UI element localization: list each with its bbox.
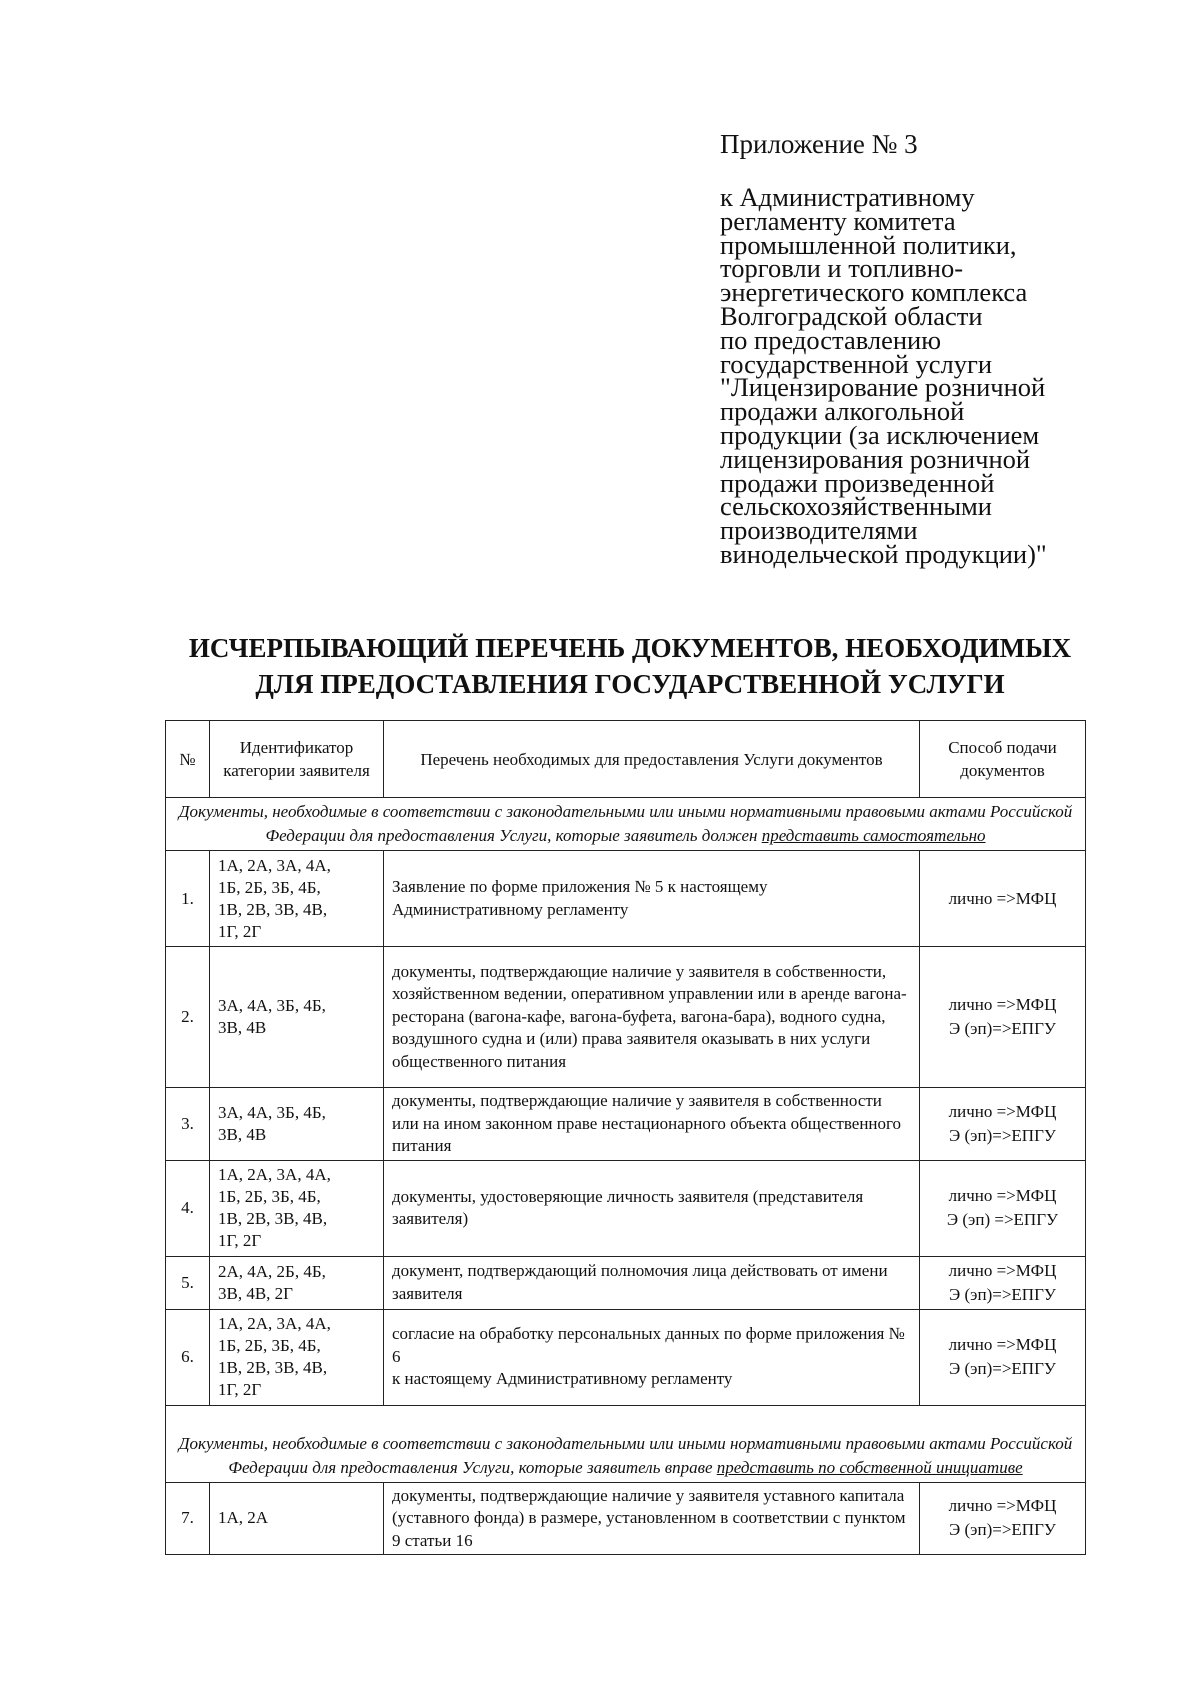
row-number: 5. <box>166 1256 210 1309</box>
header-documents-list: Перечень необходимых для предоставления Услуги документов <box>384 721 920 798</box>
annex-block <box>720 128 1180 567</box>
title-line-1: ИСЧЕРПЫВАЮЩИЙ ПЕРЕЧЕНЬ ДОКУМЕНТОВ, НЕОБХОДИМЫХ <box>188 633 1072 663</box>
section-underlined-text: представить по собственной инициативе <box>716 1457 1023 1477</box>
row-submission-method: лично =>МФЦ Э (эп)=>ЕПГУ <box>920 1309 1086 1405</box>
table-row <box>166 1309 1086 1405</box>
row-document: Заявление по форме приложения № 5 к настоящему Административному регламенту <box>384 851 920 947</box>
header-submission-method: Способ подачи документов <box>920 721 1086 798</box>
document-title <box>150 630 1110 702</box>
row-applicant-ids: 1А, 2А, 3А, 4А, 1Б, 2Б, 3Б, 4Б, 1В, 2В, 3В, 4В, 1Г, 2Г <box>210 1309 384 1405</box>
row-submission-method: лично =>МФЦ Э (эп)=>ЕПГУ <box>920 1256 1086 1309</box>
row-submission-method: лично =>МФЦ Э (эп) =>ЕПГУ <box>920 1160 1086 1256</box>
table-row <box>166 851 1086 947</box>
row-document: документы, подтверждающие наличие у заявителя уставного капитала (уставного фонда) в размере, установленном в соответствии с пунктом 9 статьи 16 <box>384 1482 920 1555</box>
row-applicant-ids: 3А, 4А, 3Б, 4Б, 3В, 4В <box>210 1088 384 1161</box>
row-number: 1. <box>166 851 210 947</box>
documents-table <box>165 720 1086 1555</box>
row-document: документ, подтверждающий полномочия лица действовать от имени заявителя <box>384 1256 920 1309</box>
row-number: 4. <box>166 1160 210 1256</box>
row-applicant-ids: 1А, 2А, 3А, 4А, 1Б, 2Б, 3Б, 4Б, 1В, 2В, 3В, 4В, 1Г, 2Г <box>210 851 384 947</box>
row-number: 2. <box>166 947 210 1088</box>
annex-text: к Административному регламенту комитета промышленной политики, торговли и топливно- энергетического комплекса Волгоградской области по предоставлению государственной услуги "Лицензирование розничной продажи алкогольной продукции (за исключением лицензирования розничной продажи произведенной сельскохозяйственными производителями винодельческой продукции)" <box>720 182 1047 569</box>
table-row <box>166 1256 1086 1309</box>
row-applicant-ids: 3А, 4А, 3Б, 4Б, 3В, 4В <box>210 947 384 1088</box>
title-line-2: ДЛЯ ПРЕДОСТАВЛЕНИЯ ГОСУДАРСТВЕННОЙ УСЛУГИ <box>255 669 1005 699</box>
section-heading <box>166 798 1086 851</box>
row-applicant-ids: 1А, 2А, 3А, 4А, 1Б, 2Б, 3Б, 4Б, 1В, 2В, 3В, 4В, 1Г, 2Г <box>210 1160 384 1256</box>
row-applicant-ids: 1А, 2А <box>210 1482 384 1555</box>
row-submission-method: лично =>МФЦ Э (эп)=>ЕПГУ <box>920 1482 1086 1555</box>
section-text: Документы, необходимые в соответствии с законодательными или иными нормативными правовыми актами Российской Федерации для предоставления Услуги, которые заявитель вправе <box>178 1433 1073 1477</box>
section-heading <box>166 1405 1086 1482</box>
row-submission-method: лично =>МФЦ <box>920 851 1086 947</box>
row-applicant-ids: 2А, 4А, 2Б, 4Б, 3В, 4В, 2Г <box>210 1256 384 1309</box>
table-row <box>166 947 1086 1088</box>
row-submission-method: лично =>МФЦ Э (эп)=>ЕПГУ <box>920 1088 1086 1161</box>
header-applicant-category: Идентификатор категории заявителя <box>210 721 384 798</box>
annex-number: Приложение № 3 <box>720 129 918 159</box>
row-document: документы, подтверждающие наличие у заявителя в собственности или на ином законном праве нестационарного объекта общественного питания <box>384 1088 920 1161</box>
row-document: документы, подтверждающие наличие у заявителя в собственности, хозяйственном ведении, оперативном управлении или в аренде вагона-ресторана (вагона-кафе, вагона-буфета, вагона-бара), водного судна, воздушного судна и (или) права заявителя оказывать в них услуги общественного питания <box>384 947 920 1088</box>
row-number: 7. <box>166 1482 210 1555</box>
row-document: документы, удостоверяющие личность заявителя (представителя заявителя) <box>384 1160 920 1256</box>
section-underlined-text: представить самостоятельно <box>761 826 986 845</box>
section-text: Документы, необходимые в соответствии с законодательными или иными нормативными правовыми актами Российской Федерации для предоставления Услуги, которые заявитель должен <box>178 802 1073 845</box>
table-row <box>166 1088 1086 1161</box>
header-number: № <box>166 721 210 798</box>
row-document: согласие на обработку персональных данных по форме приложения № 6 к настоящему Административному регламенту <box>384 1309 920 1405</box>
row-number: 6. <box>166 1309 210 1405</box>
table-row <box>166 1160 1086 1256</box>
row-submission-method: лично =>МФЦ Э (эп)=>ЕПГУ <box>920 947 1086 1088</box>
table-header-row <box>166 721 1086 798</box>
table-row <box>166 1482 1086 1555</box>
section-row-mandatory <box>166 798 1086 851</box>
section-row-optional <box>166 1405 1086 1482</box>
row-number: 3. <box>166 1088 210 1161</box>
